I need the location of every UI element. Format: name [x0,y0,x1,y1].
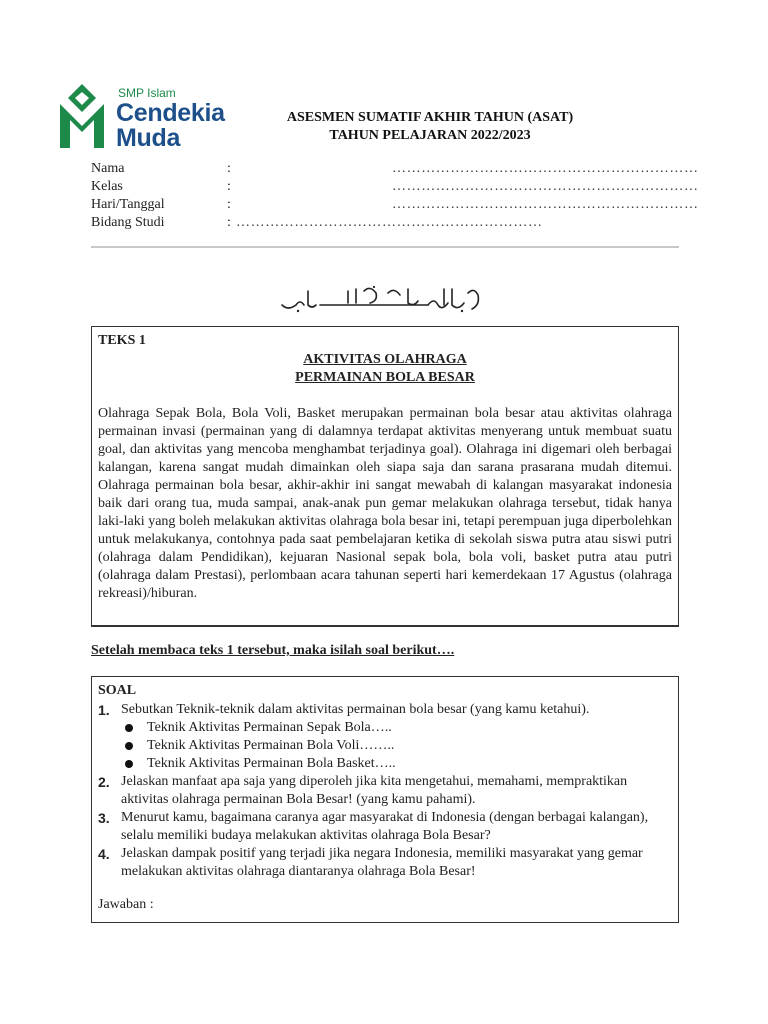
bullet-item [125,719,392,737]
question-number: 4. [98,846,110,862]
instruction-text: Setelah membaca teks 1 tersebut, maka isilah soal berikut…. [91,643,455,658]
identity-blank: ……………………………………………………… [392,197,699,212]
bullet-text: Teknik Aktivitas Permainan Sepak Bola….. [147,720,392,735]
answer-label: Jawaban : [98,897,154,912]
article-body: Olahraga Sepak Bola, Bola Voli, Basket merupakan permainan bola besar atau aktivitas olahraga permainan invasi (permainan yang di dalamnya terdapat aktivitas menyerang untuk membuat suatu goal, dan aktivitas yang mencoba menghambat terjadinya goal). Olahraga ini digemari oleh berbagai kalangan, karena sangat mudah dimainkan oleh siapa saja dan sarana prasarana mudah ditemui. Olahraga permainan bola besar, akhir-akhir ini sangat mewabah di kalangan masyarakat indonesia baik dari orang tua, muda sampai, anak-anak pun gemar melakukan olahraga tersebut, tidak hanya laki-laki yang boleh melakukan aktivitas olahraga bola besar ini, tetapi perempuan juga diperbolehkan untuk melakukanya, contohnya pada saat pembelajaran ketika di sekolah siswa putra atau siswi putri (olahraga dalam Pendidikan), kejuaran Nasional sepak bola, bola voli, basket putra atau putri (olahraga dalam Prestasi), perlombaan acara tahunan seperti hari kemerdekaan 17 Agustus (olahraga rekreasi)/hiburan. [98,406,672,601]
text-label: TEKS 1 [98,333,146,348]
identity-section [91,160,699,232]
questions-box [91,676,679,923]
identity-colon: : [227,161,231,176]
identity-blank: ……………………………………………………… [392,161,699,176]
question-text: Menurut kamu, bagaimana caranya agar masyarakat di Indonesia (dengan berbagai kalangan), selalu memiliki budaya melakukan aktivitas olahraga Bola Besar? [121,810,649,843]
question-4 [98,845,672,881]
question-text: Jelaskan dampak positif yang terjadi jika negara Indonesia, memiliki masyarakat yang gemar melakukan aktivitas olahraga diantaranya olahraga Bola Besar! [121,846,643,879]
bullet-text: Teknik Aktivitas Permainan Bola Voli…….. [147,738,395,753]
logo-line-1: Cendekia [116,99,225,127]
bullet-dot-icon [125,724,133,732]
identity-label: Bidang Studi [91,215,165,230]
question-2 [98,773,672,809]
logo-small-text: SMP Islam [118,86,176,100]
text-1-box [91,326,679,627]
question-number: 2. [98,774,110,790]
question-1 [98,701,672,719]
identity-label: Hari/Tanggal [91,197,165,212]
bullet-item [125,737,394,755]
question-number: 1. [98,702,110,718]
identity-row-nama [91,160,699,178]
school-emblem-icon [54,82,110,150]
question-number: 3. [98,810,110,826]
identity-row-tanggal [91,196,699,214]
bullet-dot-icon [125,760,133,768]
identity-label: Nama [91,161,125,176]
identity-blank: ……………………………………………………… [236,215,543,230]
identity-colon: : [227,215,231,230]
identity-colon: : [227,179,231,194]
basmalah-calligraphy-icon [278,283,484,315]
article-subtitle: PERMAINAN BOLA BESAR [295,370,475,385]
question-text: Jelaskan manfaat apa saja yang diperoleh jika kita mengetahui, memahami, mempraktikan aktivitas olahraga permainan Bola Besar! (yang kamu pahami). [121,774,628,807]
logo-line-2: Muda [116,124,181,152]
identity-label: Kelas [91,179,123,194]
identity-row-kelas [91,178,699,196]
question-text: Sebutkan Teknik-teknik dalam aktivitas permainan bola besar (yang kamu ketahui). [121,702,590,717]
bullet-text: Teknik Aktivitas Permainan Bola Basket….. [147,756,396,771]
identity-colon: : [227,197,231,212]
school-logo [54,80,224,152]
article-title: AKTIVITAS OLAHRAGA [303,352,467,367]
identity-blank: ……………………………………………………… [392,179,699,194]
academic-year: TAHUN PELAJARAN 2022/2023 [329,128,531,143]
header-divider [91,246,679,248]
exam-title: ASESMEN SUMATIF AKHIR TAHUN (ASAT) [286,110,574,125]
question-3 [98,809,672,845]
questions-label: SOAL [98,683,137,698]
identity-row-bidang-studi [91,214,681,232]
bullet-dot-icon [125,742,133,750]
bullet-item [125,755,396,773]
